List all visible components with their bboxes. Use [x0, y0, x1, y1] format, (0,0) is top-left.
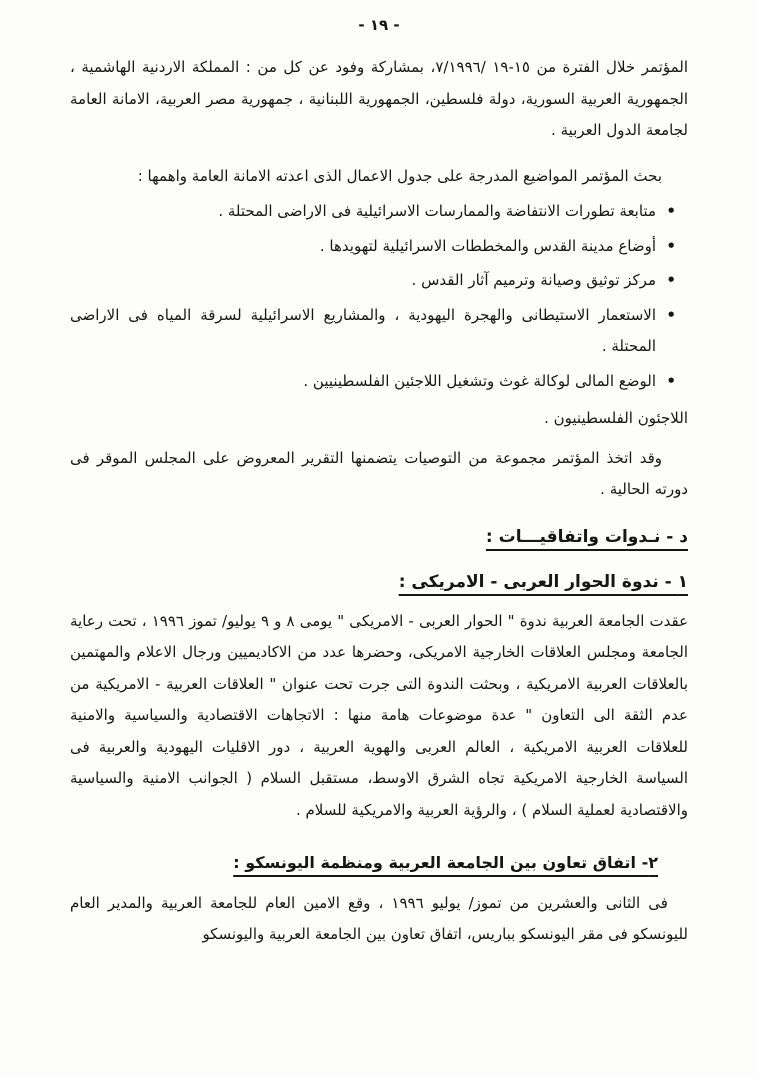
list-item [70, 196, 676, 228]
section-2-heading [70, 850, 658, 876]
paragraph-conference-intro: المؤتمر خلال الفترة من ١٥-١٩ /٧/١٩٩٦، بمشاركة وفود عن كل من : المملكة الاردنية الهاشمية ، الجمهورية العربية السورية، دولة فلسطين، الجمهورية اللبنانية ، جمهورية مصر العربية، الامانة العامة لجامعة الدول العربية . [70, 58, 688, 139]
list-item [70, 300, 676, 363]
paragraph-recommendations: وقد اتخذ المؤتمر مجموعة من التوصيات يتضمنها التقرير المعروض على المجلس الموقر فى دورته الحالية . [70, 448, 688, 498]
section-2-heading-text: ٢- اتفاق تعاون بين الجامعة العربية ومنظمة اليونسكو : [233, 853, 658, 873]
list-item-text: الوضع المالى لوكالة غوث وتشغيل اللاجئين الفلسطينيين . [303, 371, 656, 390]
list-item [70, 366, 676, 398]
list-item [70, 265, 676, 297]
bullet-icon: • [666, 202, 676, 220]
section-1-heading-text: ١ - ندوة الحوار العربى - الامريكى : [398, 571, 688, 592]
list-item-text: أوضاع مدينة القدس والمخططات الاسرائيلية لتهويدها . [319, 236, 656, 255]
section-1-body: عقدت الجامعة العربية ندوة " الحوار العربى - الامريكى " يومى ٨ و ٩ يوليو/ تموز ١٩٩٦ ، تحت رعاية الجامعة ومجلس العلاقات الخارجية الامريكى، وحضرها عدد من الاكاديميين ورجال الاعلام والمهتمين بالعلاقات العربية الامريكية ، وبحثت الندوة التى جرت تحت عنوان " العلاقات العربية - الامريكية من عدم الثقة الى التعاون " عدة موضوعات هامة منها : الاتجاهات الاقتصادية والسياسية والامنية للعلاقات العربية الامريكية ، العالم العربى والهوية العربية ، دور الاقليات اليهودية والعربية فى السياسة الخارجية الامريكية تجاه الشرق الاوسط، مستقبل السلام ( الجوانب الامنية والسياسية والاقتصادية لعملية السلام ) ، والرؤية العربية والامريكية للسلام . [70, 611, 689, 819]
list-item-text: متابعة تطورات الانتفاضة والممارسات الاسرائيلية فى الاراضى المحتلة . [218, 202, 656, 220]
refugees-line: اللاجئون الفلسطينيون . [544, 409, 688, 427]
paragraph-agenda-lead: بحث المؤتمر المواضيع المدرجة على جدول الاعمال الذى اعدته الامانة العامة واهمها : [137, 166, 662, 185]
page-number: - ١٩ - [358, 16, 400, 34]
section-2-body: فى الثانى والعشرين من تموز/ يوليو ١٩٩٦ ، وقع الامين العام للجامعة العربية والمدير العام لليونسكو فى مقر اليونسكو بباريس، اتفاق تعاون بين الجامعة العربية واليونسكو [70, 893, 688, 944]
section-d-heading-text: د - نـدوات واتفاقيـــات : [485, 526, 688, 547]
list-item [70, 231, 676, 263]
bullet-icon: • [666, 271, 676, 289]
section-d-heading [70, 524, 688, 551]
bullet-icon: • [666, 305, 676, 324]
bullet-icon: • [666, 236, 676, 255]
section-1-heading [70, 569, 688, 596]
list-item-text: الاستعمار الاستيطانى والهجرة اليهودية ، والمشاريع الاسرائيلية لسرقة المياه فى الاراضى المحتلة . [70, 305, 656, 355]
agenda-topics-list [70, 196, 676, 397]
bullet-icon: • [666, 371, 676, 390]
list-item-text: مركز توثيق وصيانة وترميم آثار القدس . [411, 271, 656, 289]
